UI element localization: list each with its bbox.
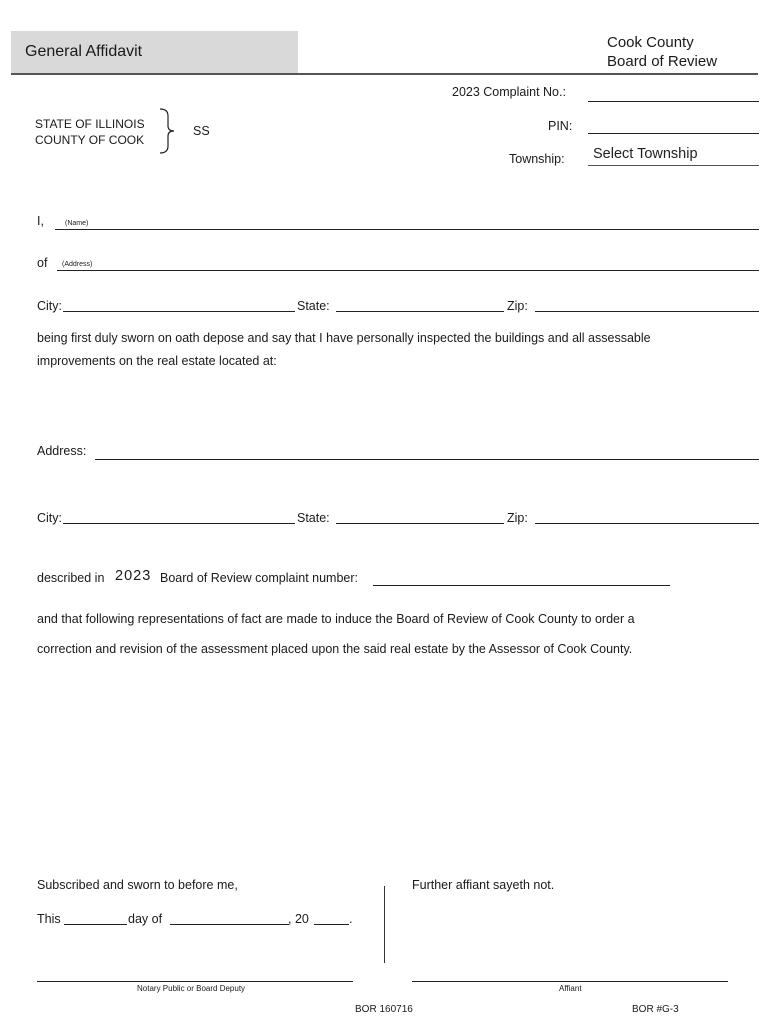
of-label: of (37, 256, 48, 270)
year-prefix: , 20 (288, 912, 309, 926)
state-of-illinois: STATE OF ILLINOIS (35, 117, 145, 131)
county-of-cook: COUNTY OF COOK (35, 133, 145, 147)
township-select[interactable]: Select Township (588, 145, 759, 166)
period: . (349, 912, 353, 926)
described-year: 2023 (115, 568, 152, 584)
header-divider (11, 73, 758, 75)
affiant-city-label: City: (37, 299, 62, 313)
affiant-city-line[interactable] (63, 311, 295, 312)
address-hint: (Address) (62, 261, 93, 268)
complaint-number-input[interactable] (588, 85, 759, 102)
representation-line-2: correction and revision of the assessment placed upon the said real estate by the Assessor of Cook County. (37, 642, 633, 656)
representation-line-1: and that following representations of fact are made to induce the Board of Review of Cook County to order a (37, 612, 635, 626)
affiant-caption: Affiant (559, 984, 582, 993)
property-zip-label: Zip: (507, 511, 528, 525)
form-number: BOR #G-3 (632, 1004, 679, 1015)
township-label: Township: (509, 152, 565, 166)
property-address-label: Address: (37, 444, 87, 458)
i-label: I, (37, 214, 44, 228)
form-title: General Affidavit (25, 43, 143, 60)
property-zip-line[interactable] (535, 523, 759, 524)
notary-signature-line[interactable] (37, 981, 353, 982)
described-prefix: described in (37, 571, 105, 585)
affiant-state-line[interactable] (336, 311, 504, 312)
brace-icon (158, 108, 182, 154)
subscribed-text: Subscribed and sworn to before me, (37, 878, 238, 892)
address-line[interactable] (57, 270, 759, 271)
agency-name (607, 33, 717, 71)
signature-divider (384, 886, 385, 963)
property-state-line[interactable] (336, 523, 504, 524)
complaint-number-label: 2023 Complaint No.: (452, 85, 566, 99)
sworn-statement-line-1: being first duly sworn on oath depose and say that I have personally inspected the buildings and all assessable (37, 331, 651, 345)
this-label: This (37, 912, 61, 926)
described-suffix: Board of Review complaint number: (160, 571, 359, 585)
pin-label: PIN: (548, 119, 573, 133)
property-city-line[interactable] (63, 523, 295, 524)
month-line[interactable] (170, 924, 289, 925)
year-line[interactable] (314, 924, 349, 925)
complaint-number-line[interactable] (373, 585, 670, 586)
name-hint: (Name) (65, 220, 89, 227)
agency-line-1: Cook County (607, 34, 694, 51)
day-of-label: day of (128, 912, 163, 926)
agency-line-2: Board of Review (607, 53, 718, 70)
property-city-label: City: (37, 511, 62, 525)
name-line[interactable] (55, 229, 759, 230)
notary-caption: Notary Public or Board Deputy (137, 984, 246, 993)
affiant-zip-line[interactable] (535, 311, 759, 312)
affiant-state-label: State: (297, 299, 330, 313)
sworn-statement-line-2: improvements on the real estate located at: (37, 354, 277, 368)
ss-label: SS (193, 124, 210, 138)
affiant-signature-line[interactable] (412, 981, 728, 982)
day-line[interactable] (64, 924, 127, 925)
property-state-label: State: (297, 511, 330, 525)
property-address-line[interactable] (95, 459, 759, 460)
pin-input[interactable] (588, 117, 759, 134)
form-code: BOR 160716 (355, 1004, 413, 1015)
further-affiant-text: Further affiant sayeth not. (412, 878, 555, 892)
affiant-zip-label: Zip: (507, 299, 528, 313)
